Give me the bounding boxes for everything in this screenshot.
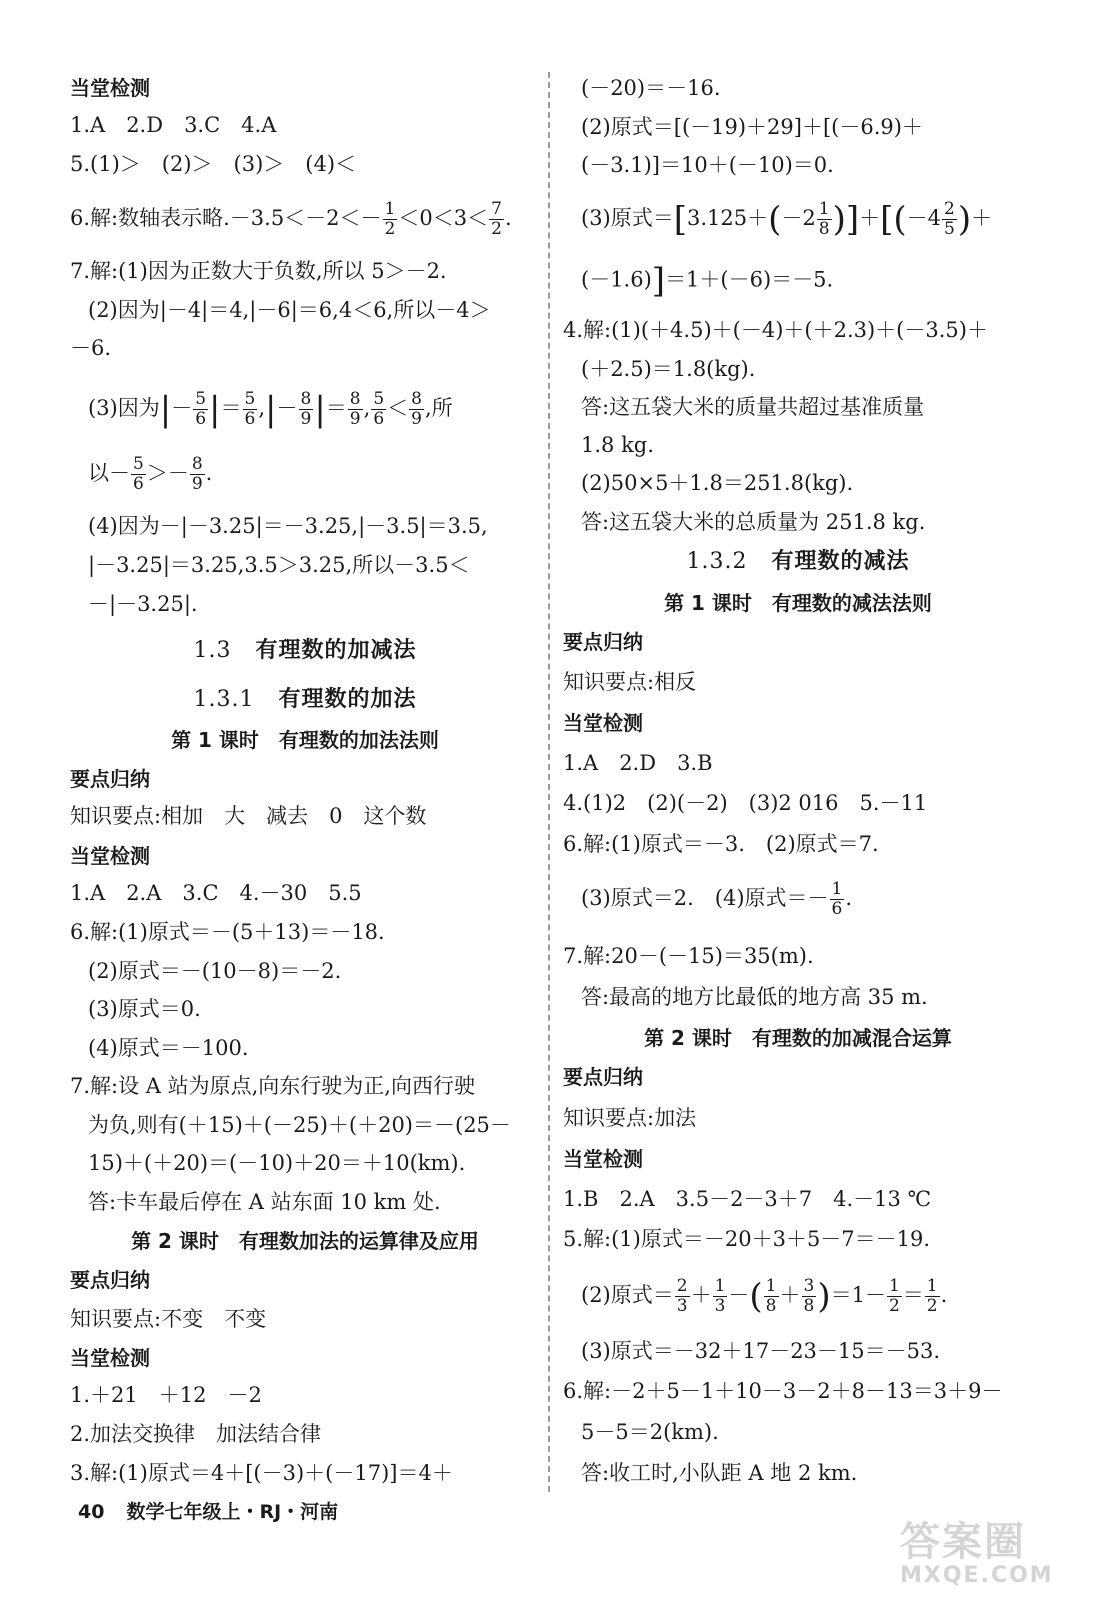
heading-dangtang-jiance: 当堂检测 [563,711,643,735]
answer-line: 5－5＝2(km). [581,1420,719,1444]
heading-dangtang-jiance: 当堂检测 [563,1147,643,1171]
fraction: $\frac{5}{6}$ [195,389,207,429]
fraction: $\frac{8}{9}$ [300,389,312,429]
fraction: $\frac{8}{9}$ [191,454,203,494]
answer-line: 15)＋(＋20)＝(－10)＋20＝＋10(km). [88,1151,466,1175]
column-divider [548,72,550,1492]
answer-line: －|－3.25|. [88,592,198,616]
answer-line: (2)50×5＋1.8＝251.8(kg). [581,471,854,495]
answer-line: －6. [70,336,112,360]
answer-line: 3.解:(1)原式＝4＋[(－3)＋(－17)]＝4＋ [70,1461,453,1485]
answer-line: (2)原式＝ $\frac{2}{3}$ ＋ $\frac{1}{3}$ －( $\frac{1}{8}$ ＋ $\frac{3}{8}$ )＝1－ $\frac{1}{2}$ ＝ $\frac{1}{2}$ . [581,1276,948,1317]
answer-line: 知识要点:加法 [563,1106,697,1130]
answer-line: 1.B 2.A 3.5－2－3＋7 4.－13 ℃ [563,1187,932,1211]
heading-dangtang-jiance: 当堂检测 [70,844,150,868]
lesson-heading: 第 1 课时 有理数的加法法则 [171,728,439,752]
lesson-heading: 第 2 课时 有理数加法的运算律及应用 [131,1229,479,1253]
answer-line: 1.A 2.D 3.B [563,751,713,775]
heading-dangtang-jiance: 当堂检测 [70,76,150,100]
page-footer [78,1497,338,1524]
text-run: ＜0＜3＜ [398,206,489,230]
answer-line: 答:卡车最后停在 A 站东面 10 km 处. [88,1190,441,1214]
answer-line: (3)因为|－ $\frac{5}{6}$ |＝ $\frac{5}{6}$ ,|－ $\frac{8}{9}$ |＝ $\frac{8}{9}$ , $\frac{5}{6}$ ＜ $\frac{8}{9}$ ,所 [88,389,453,430]
answer-line: 6.解:数轴表示略.－3.5＜－2＜－ $\frac{1}{2}$ ＜0＜3＜ $\frac{7}{2}$ . [70,199,512,239]
fraction: $\frac{7}{2}$ [491,199,502,239]
answer-line: (－3.1)]＝10＋(－10)＝0. [581,153,834,177]
answer-line: (3)原式＝[3.125＋(－2 $\frac{1}{8}$ )]＋[(－4 $\frac{2}{5}$ )＋ [581,199,993,240]
fraction: $\frac{1}{6}$ [831,879,843,919]
answer-line: 1.A 2.D 3.C 4.A [70,113,277,137]
section-heading-1-3-1: 1.3.1 有理数的加法 [193,687,417,712]
answer-line: (2)因为|－4|＝4,|－6|＝6,4＜6,所以－4＞ [88,298,491,322]
page-number: 40 [78,1501,105,1523]
fraction: $\frac{5}{6}$ [244,389,256,429]
answer-line: 6.解:(1)原式＝－(5＋13)＝－18. [70,920,385,944]
answer-line: 知识要点:不变 不变 [70,1307,267,1331]
answer-line: (2)原式＝－(10－8)＝－2. [88,959,342,983]
fraction: $\frac{1}{2}$ [384,199,396,239]
fraction: $\frac{2}{5}$ [944,199,955,239]
fraction: $\frac{8}{9}$ [411,389,422,429]
heading-yaodian-guina: 要点归纳 [563,630,643,654]
watermark-logo: 答案圈 MXQE.COM [900,1519,1054,1588]
answer-line: (3)原式＝2. (4)原式＝－ $\frac{1}{6}$ . [581,879,853,919]
answer-line: 知识要点:相反 [563,670,697,694]
answer-line: (4)因为－|－3.25|＝－3.25,|－3.5|＝3.5, [88,514,488,538]
answer-line: (－1.6)]＝1＋(－6)＝－5. [581,261,834,301]
answer-line: 4.(1)2 (2)(－2) (3)2 016 5.－11 [563,791,928,815]
answer-line: (3)原式＝－32＋17－23－15＝－53. [581,1339,941,1363]
answer-line: 答:收工时,小队距 A 地 2 km. [581,1461,858,1485]
answer-line: 答:这五袋大米的总质量为 251.8 kg. [581,510,926,534]
answer-line: (4)原式＝－100. [88,1036,249,1060]
answer-line: 7.解:20－(－15)＝35(m). [563,944,814,968]
answer-line: 以－ $\frac{5}{6}$ ＞－ $\frac{8}{9}$ . [88,454,213,494]
text-run: 6.解:数轴表示略.－3.5＜－2＜－ [70,206,382,230]
heading-dangtang-jiance: 当堂检测 [70,1346,150,1370]
section-heading-1-3-2: 1.3.2 有理数的减法 [686,549,910,574]
answer-line: 5.解:(1)原式＝－20＋3＋5－7＝－19. [563,1227,931,1251]
fraction: $\frac{2}{3}$ [676,1276,688,1316]
answer-line: 1.A 2.A 3.C 4.－30 5.5 [70,881,362,905]
heading-yaodian-guina: 要点归纳 [563,1065,643,1089]
lesson-heading: 第 1 课时 有理数的减法法则 [664,591,932,615]
answer-line: 1.8 kg. [581,433,654,457]
answer-line: 为负,则有(＋15)＋(－25)＋(＋20)＝－(25－ [88,1113,511,1137]
heading-yaodian-guina: 要点归纳 [70,767,150,791]
answer-line: 5.(1)＞ (2)＞ (3)＞ (4)＜ [70,152,357,176]
fraction: $\frac{1}{2}$ [926,1276,938,1316]
fraction: $\frac{1}{8}$ [765,1276,777,1316]
book-title: 数学七年级上・RJ・河南 [126,1501,339,1523]
answer-line: |－3.25|＝3.25,3.5＞3.25,所以－3.5＜ [88,553,470,577]
fraction: $\frac{3}{8}$ [803,1276,815,1316]
fraction: $\frac{5}{6}$ [373,389,385,429]
section-heading-1-3: 1.3 有理数的加减法 [193,638,417,663]
answer-line: 知识要点:相加 大 减去 0 这个数 [70,804,427,828]
answer-line: 答:这五袋大米的质量共超过基准质量 [581,395,925,419]
fraction: $\frac{8}{9}$ [349,389,361,429]
answer-line: 1.＋21 ＋12 －2 [70,1383,262,1407]
answer-line: 7.解:设 A 站为原点,向东行驶为正,向西行驶 [70,1074,475,1098]
answer-line: (2)原式＝[(－19)＋29]＋[(－6.9)＋ [581,115,923,139]
fraction: $\frac{1}{2}$ [888,1276,900,1316]
answer-line: (3)原式＝0. [88,997,201,1021]
answer-line: 6.解:－2＋5－1＋10－3－2＋8－13＝3＋9－ [563,1379,1003,1403]
answer-line: 6.解:(1)原式＝－3. (2)原式＝7. [563,832,879,856]
answer-line: 4.解:(1)(＋4.5)＋(－4)＋(＋2.3)＋(－3.5)＋ [563,318,988,342]
answer-line: 答:最高的地方比最低的地方高 35 m. [581,985,928,1009]
fraction: $\frac{1}{3}$ [714,1276,726,1316]
answer-line: (＋2.5)＝1.8(kg). [581,357,756,381]
fraction: $\frac{1}{8}$ [818,199,830,239]
lesson-heading: 第 2 课时 有理数的加减混合运算 [644,1026,952,1050]
fraction: $\frac{5}{6}$ [133,454,144,494]
answer-line: 2.加法交换律 加法结合律 [70,1422,322,1446]
heading-yaodian-guina: 要点归纳 [70,1268,150,1292]
answer-line: 7.解:(1)因为正数大于负数,所以 5＞－2. [70,259,447,283]
answer-line: (－20)＝－16. [581,76,721,100]
